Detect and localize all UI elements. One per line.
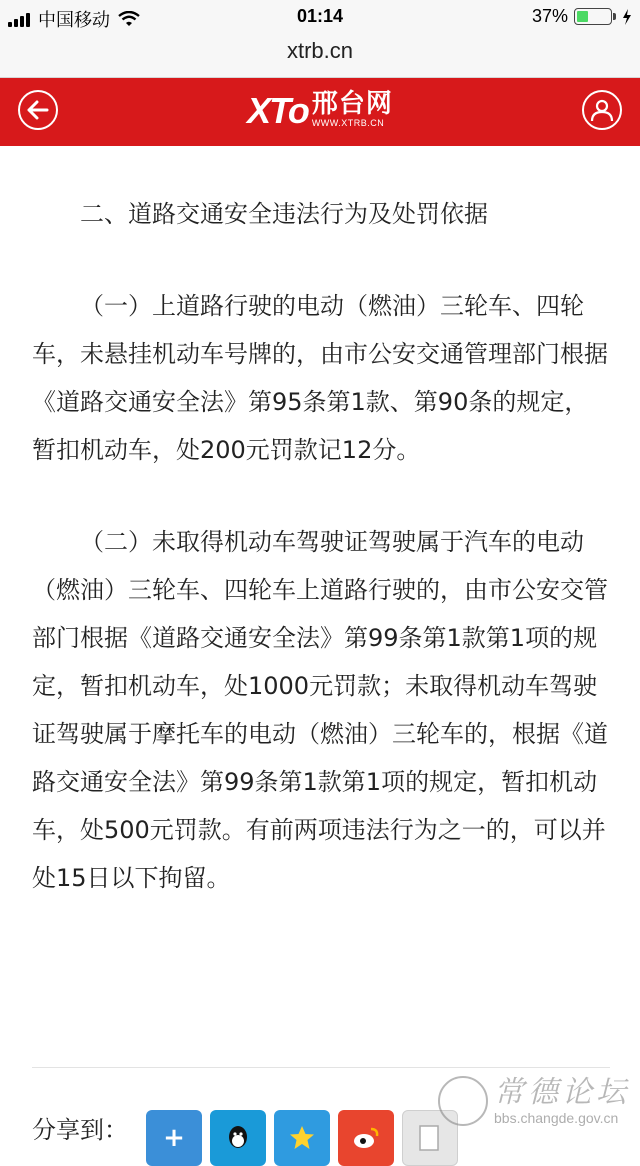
qzone-star-icon[interactable] (274, 1110, 330, 1166)
battery-tip (613, 13, 616, 20)
battery-percent: 37% (531, 6, 568, 26)
battery-fill (577, 11, 588, 22)
site-header (0, 78, 640, 146)
watermark (438, 1076, 630, 1126)
article-paragraph-2: （二）未取得机动车驾驶证驾驶属于汽车的电动（燃油）三轮车、四轮车上道路行驶的，由市公安交管部门根据《道路交通安全法》第99条第1款第1项的规定，暂扣机动车，处1000元罚款；未取得机动车驾驶证驾驶属于摩托车的电动（燃油）三轮车的，根据《道路交通安全法》第99条第1款第1项的规定，暂扣机动车，处500元罚款。有前两项违法行为之一的，可以并处15日以下拘留。 (32, 528, 608, 892)
qq-icon[interactable] (210, 1110, 266, 1166)
url-text: xtrb.cn (286, 38, 354, 63)
user-icon (590, 98, 614, 122)
user-button[interactable] (582, 90, 622, 130)
article-paragraph-1: （一）上道路行驶的电动（燃油）三轮车、四轮车，未悬挂机动车号牌的，由市公安交通管理部门根据《道路交通安全法》第95条第1款、第90条的规定，暂扣机动车，处200元罚款记12分。 (32, 292, 608, 464)
battery-icon (574, 8, 612, 25)
divider (32, 1067, 610, 1068)
status-bar (0, 0, 640, 36)
watermark-name: 常德论坛 (494, 1075, 630, 1110)
weibo-icon[interactable] (338, 1110, 394, 1166)
address-bar[interactable] (0, 36, 640, 78)
article-body (32, 190, 610, 902)
watermark-url: bbs.changde.gov.cn (494, 1110, 619, 1126)
article-heading: 二、道路交通安全违法行为及处罚依据 (80, 200, 488, 228)
status-right (532, 6, 632, 27)
share-label: 分享到： (32, 1116, 128, 1144)
clock: 01:14 (296, 6, 344, 26)
logo-url: WWW.XTRB.CN (311, 118, 385, 128)
share-bar (32, 1110, 466, 1153)
charging-icon (622, 9, 632, 25)
carrier-label: 中国移动 (38, 10, 110, 30)
plus-share-icon[interactable]: + (146, 1110, 202, 1166)
logo-name: 邢台网 (311, 89, 393, 119)
logo-mark: XTo (247, 90, 308, 131)
site-logo[interactable] (0, 90, 640, 129)
watermark-seal-icon (438, 1076, 488, 1126)
